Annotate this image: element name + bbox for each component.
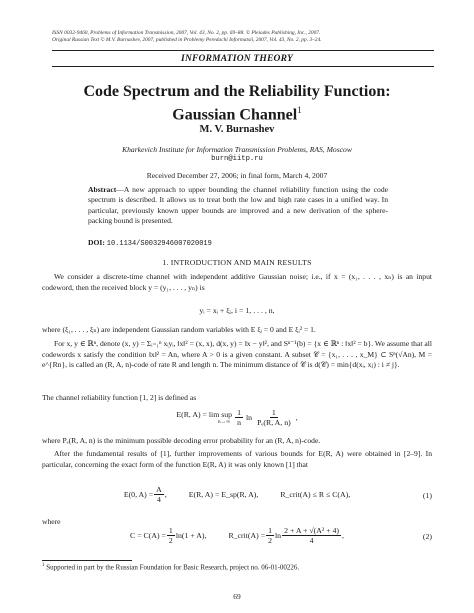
journal-header	[52, 30, 432, 44]
footnote-mark: 1	[42, 563, 45, 568]
reliability-frac-1	[235, 408, 243, 427]
equation-1: E(0, A) = $\frac{A}{4}$ , E(R, A) = E_sp(R, A), R_crit(A) ≤ R ≤ C(A), (1)	[123, 485, 432, 504]
footnote-text: Supported in part by the Russian Foundation for Basic Research, project no. 06-01-00226.	[46, 563, 300, 572]
frac-2-den: Pₑ(R, A, n)	[257, 418, 291, 427]
paragraph-2: where (ξ₁, . . . , ξₙ) are independent Gaussian random variables with E ξᵢ = 0 and E ξᵢ² = 1.	[42, 325, 316, 334]
page-number: 69	[233, 592, 241, 601]
author-name: M. V. Burnashev	[199, 124, 275, 135]
header-rule-bottom	[52, 66, 434, 67]
section-heading: 1. INTRODUCTION AND MAIN RESULTS	[162, 258, 312, 267]
paragraph-6: After the fundamental results of [1], further improvements of various bounds for E(R, A) were obtained in [2–9]. In particular, concerning the exact form of the function E(R, A) it was only known [1] that	[42, 449, 432, 469]
eq2-frac-2-num: 1	[268, 526, 273, 535]
equation-channel: yᵢ = xᵢ + ξᵢ, i = 1, . . . , n,	[199, 306, 275, 315]
footnote-rule	[42, 560, 132, 561]
reliability-limit-sub: n→∞	[217, 419, 231, 425]
eq2-label: (2)	[422, 532, 432, 541]
header-line-2: Original Russian Text © M.V. Burnashev, 2007, published in Problemy Peredachi Informatsii, 2007, Vol. 43, No. 2, pp. 3–24.	[52, 37, 322, 43]
reliability-end: ,	[295, 413, 298, 422]
paragraph-7: where	[42, 517, 61, 526]
paragraph-5: where Pₑ(R, A, n) is the minimum possible decoding error probability for an (R, A, n)-code.	[42, 436, 321, 445]
eq2-frac-2	[266, 526, 274, 545]
eq2-frac-2-den: 2	[268, 536, 273, 545]
eq2-frac-3-num: 2 + A + √(A² + 4)	[284, 526, 339, 535]
paragraph-4: The channel reliability function [1, 2] is defined as	[42, 393, 197, 402]
title-line-2	[0, 101, 474, 124]
eq1-part-2: E(R, A) = E_sp(R, A),	[188, 490, 259, 499]
eq1-label: (1)	[422, 491, 432, 500]
doi-label: DOI:	[88, 238, 105, 247]
affiliation: Kharkevich Institute for Information Transmission Problems, RAS, Moscow	[122, 145, 352, 154]
header-rule-top	[52, 50, 434, 51]
eq2-end: ,	[342, 531, 344, 540]
paragraph-3: For x, y ∈ ℝⁿ, denote (x, y) = Σᵢ₌₁ⁿ xᵢyᵢ, ‖x‖² = (x, x), d(x, y) = ‖x − y‖², and Sⁿ⁻¹(b) = {x ∈ ℝⁿ : ‖x‖² = b}. We assume that all codewords x satisfy the condition ‖x‖² = An, where A > 0 is a given constant. A subset 𝒞 = {x₁, . . . , x_M} ⊂ Sⁿ(√An), M = e^{Rn}, is called an (R, A, n)-code of rate R and length n. The minimum distance of 𝒞 is d(𝒞) = min{d(xᵢ, xⱼ) : i ≠ j}.	[42, 339, 432, 369]
header-line-1: ISSN 0032-9460, Problems of Information Transmission, 2007, Vol. 43, No. 2, pp. 69–88. © Pleiades Publishing, Inc., 2007.	[52, 30, 321, 36]
abstract-label: Abstract	[88, 185, 117, 194]
footnote	[42, 563, 299, 571]
paragraph-1: We consider a discrete-time channel with independent additive Gaussian noise; i.e., if x = (x₁, . . . , xₙ) is an input codeword, then the received block y = (y₁, . . . , yₙ) is	[42, 272, 432, 292]
frac-1-num: 1	[237, 408, 241, 417]
eq1-part-3: R_crit(A) ≤ R ≤ C(A),	[280, 490, 351, 499]
title-line-2-text: Gaussian Channel	[172, 106, 298, 124]
eq2-lhs: C = C(A) =	[130, 531, 166, 540]
author-email[interactable]: burn@iitp.ru	[211, 155, 263, 163]
eq2-frac-3-den: 4	[309, 536, 314, 545]
eq1-lhs: E(0, A) =	[123, 490, 154, 499]
doi-value[interactable]: 10.1134/S0032946007020019	[106, 240, 212, 248]
eq1-frac	[154, 485, 164, 504]
doi-line	[88, 238, 212, 248]
section-label: INFORMATION THEORY	[181, 54, 293, 64]
eq1-frac-den: 4	[157, 495, 161, 504]
eq2-ln: ln	[275, 531, 282, 540]
title-line-1: Code Spectrum and the Reliability Function:	[83, 83, 391, 100]
eq2-frac-1	[167, 526, 175, 545]
reliability-lhs: E(R, A) = lim sup	[176, 410, 233, 419]
eq2-frac-1-den: 2	[168, 536, 173, 545]
paper-title	[0, 82, 474, 124]
abstract	[88, 185, 388, 226]
reliability-frac-2	[255, 408, 293, 427]
frac-1-den: n	[237, 418, 241, 427]
abstract-text: —A new approach to upper bounding the channel reliability function using the code spectrum is described. It allows us to treat both the low and high rate cases in a unified way. In particular, previously known upper bounds are improved and a new derivation of the sphere-packing bound is presented.	[88, 185, 388, 225]
eq2-frac-1-num: 1	[168, 526, 173, 535]
equation-2	[42, 526, 432, 545]
eq1-frac-num: A	[156, 485, 162, 494]
title-footnote-mark: 1	[297, 105, 302, 115]
equation-reliability	[42, 408, 432, 427]
eq2-rhs: ln(1 + A),	[175, 531, 207, 540]
eq2-rcrit-lhs: R_crit(A) =	[228, 531, 266, 540]
frac-2-num: 1	[271, 408, 276, 417]
eq2-frac-3	[282, 526, 341, 545]
received-dates: Received December 27, 2006; in final form, March 4, 2007	[146, 171, 328, 180]
reliability-ln: ln	[245, 413, 253, 422]
